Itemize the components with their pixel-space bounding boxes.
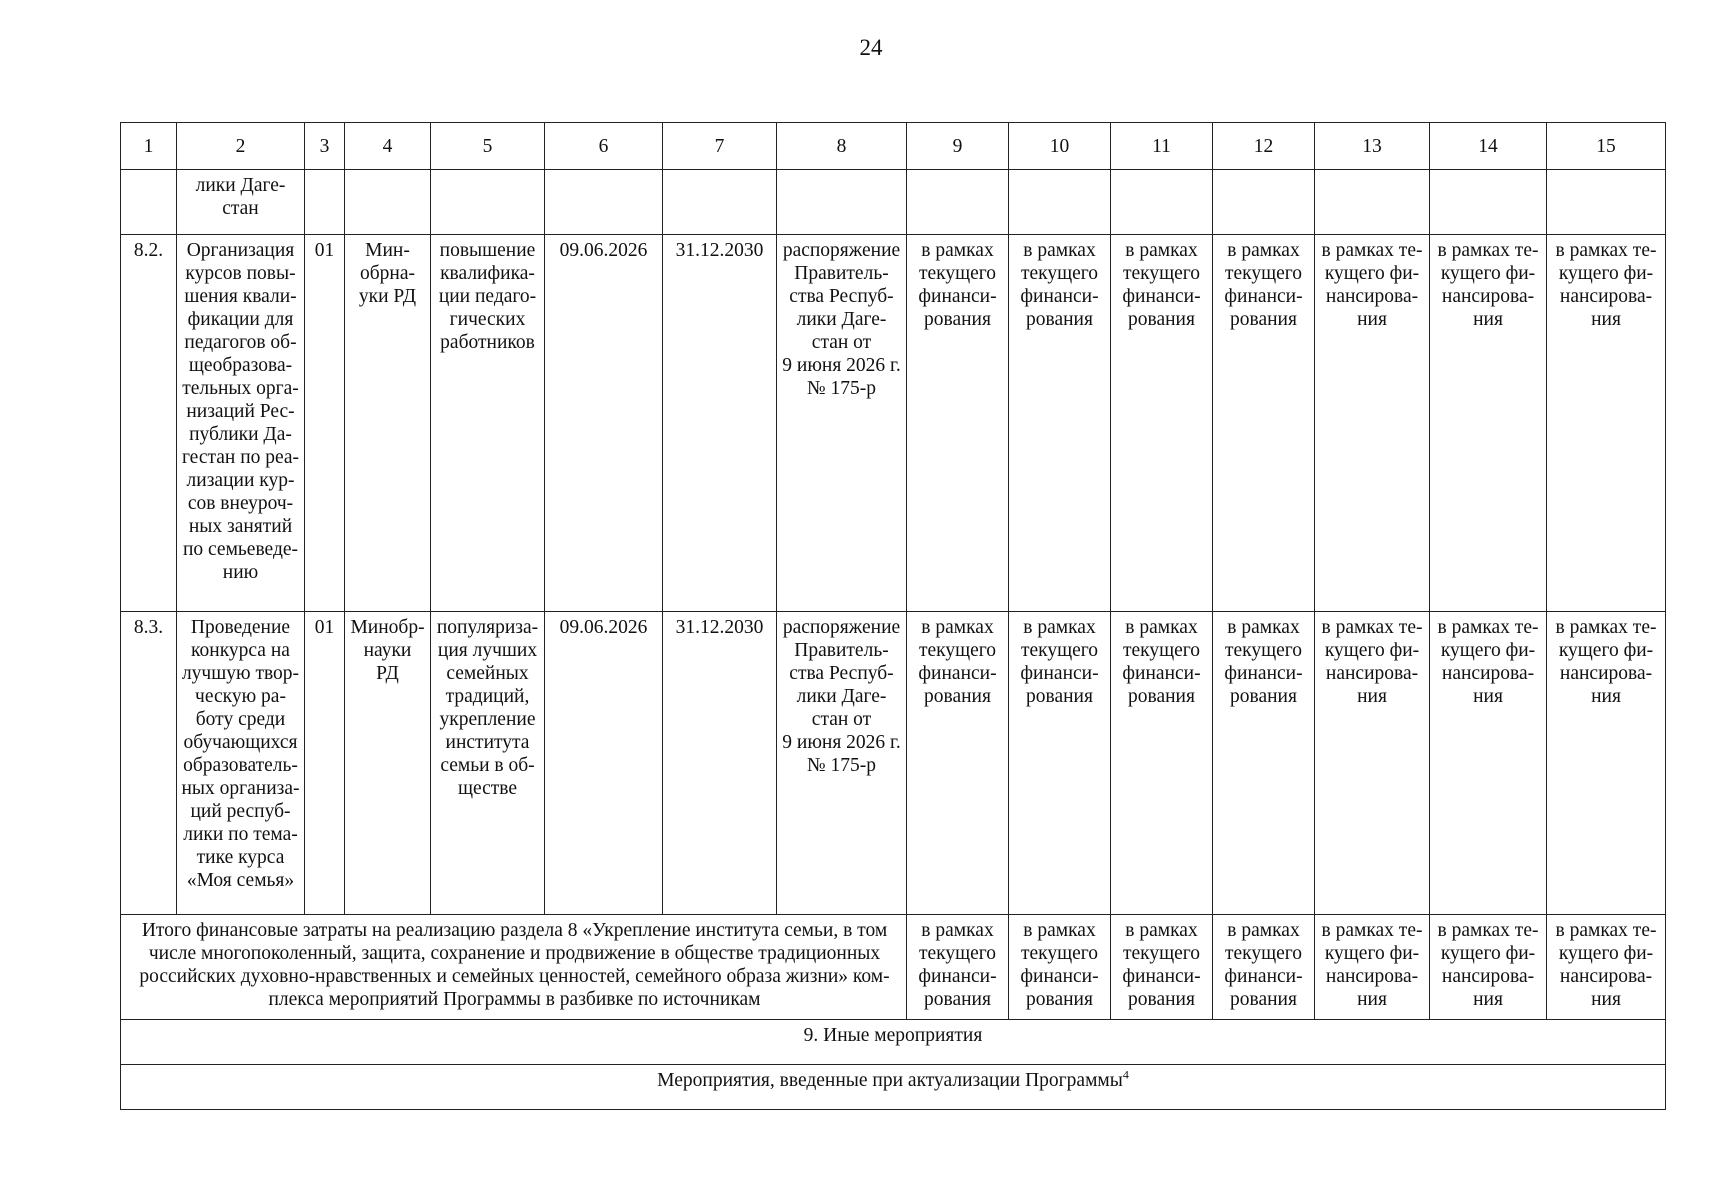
header-cell: 9 bbox=[907, 123, 1009, 170]
financing-cell: в рамках текущего финанси- рования bbox=[1213, 612, 1315, 915]
empty-cell bbox=[545, 170, 663, 235]
activity-code: 01 bbox=[305, 612, 345, 915]
empty-cell bbox=[431, 170, 545, 235]
empty-cell bbox=[777, 170, 907, 235]
header-cell: 11 bbox=[1111, 123, 1213, 170]
financing-cell: в рамках текущего финанси- рования bbox=[907, 915, 1009, 1020]
financing-cell: в рамках текущего финанси- рования bbox=[1111, 612, 1213, 915]
empty-cell bbox=[1111, 170, 1213, 235]
expected-result: повышение квалифика- ции педаго- гических работников bbox=[431, 235, 545, 612]
financing-cell: в рамках те- кущего фи- нансирова- ния bbox=[1430, 235, 1547, 612]
table-row-8-2 bbox=[121, 235, 1666, 612]
financing-cell: в рамках те- кущего фи- нансирова- ния bbox=[1547, 612, 1666, 915]
header-cell: 10 bbox=[1009, 123, 1111, 170]
financing-cell: в рамках текущего финанси- рования bbox=[1111, 915, 1213, 1020]
financing-cell: в рамках те- кущего фи- нансирова- ния bbox=[1315, 915, 1430, 1020]
financing-cell: в рамках те- кущего фи- нансирова- ния bbox=[1430, 612, 1547, 915]
header-cell: 5 bbox=[431, 123, 545, 170]
header-cell: 3 bbox=[305, 123, 345, 170]
empty-cell bbox=[907, 170, 1009, 235]
financing-cell: в рамках текущего финанси- рования bbox=[907, 235, 1009, 612]
header-cell: 1 bbox=[121, 123, 177, 170]
start-date: 09.06.2026 bbox=[545, 612, 663, 915]
activity-code: 01 bbox=[305, 235, 345, 612]
legal-basis: распоряжение Правитель- ства Респуб- лики Даге- стан от 9 июня 2026 г. № 175-р bbox=[777, 235, 907, 612]
financing-cell: в рамках те- кущего фи- нансирова- ния bbox=[1430, 915, 1547, 1020]
financing-cell: в рамках те- кущего фи- нансирова- ния bbox=[1315, 612, 1430, 915]
header-cell: 2 bbox=[177, 123, 305, 170]
section-updated-title: Мероприятия, введенные при актуализации Программы bbox=[657, 1070, 1123, 1091]
activity-name: Проведение конкурса на лучшую твор- ческую ра- боту среди обучающихся образователь- ных организа- ций респуб- лики по тема- тике курса «Моя семья» bbox=[177, 612, 305, 915]
table-row-8-3 bbox=[121, 612, 1666, 915]
financing-cell: в рамках текущего финанси- рования bbox=[1009, 235, 1111, 612]
empty-cell bbox=[1430, 170, 1547, 235]
total-label: Итого финансовые затраты на реализацию раздела 8 «Укрепление института семьи, в том числе многопоколенный, защита, сохранение и продвижение в обществе традиционных российских духовно-нравственных и семейных ценностей, семейного образа жизни» ком- плекса мероприятий Программы в разбивке по источникам bbox=[121, 915, 907, 1020]
empty-cell bbox=[305, 170, 345, 235]
empty-cell bbox=[345, 170, 431, 235]
total-row bbox=[121, 915, 1666, 1020]
start-date: 09.06.2026 bbox=[545, 235, 663, 612]
financing-cell: в рамках текущего финанси- рования bbox=[1111, 235, 1213, 612]
financing-cell: в рамках текущего финанси- рования bbox=[1009, 915, 1111, 1020]
header-cell: 7 bbox=[663, 123, 777, 170]
header-cell: 14 bbox=[1430, 123, 1547, 170]
activity-name: Организация курсов повы- шения квали- фикации для педагогов об- щеобразова- тельных орга- низаций Рес- публики Да- гестан по реа- лизации кур- сов внеуроч- ных занятий по семьеведе- нию bbox=[177, 235, 305, 612]
empty-cell bbox=[1315, 170, 1430, 235]
legal-basis: распоряжение Правитель- ства Респуб- лики Даге- стан от 9 июня 2026 г. № 175-р bbox=[777, 612, 907, 915]
row-number: 8.2. bbox=[121, 235, 177, 612]
end-date: 31.12.2030 bbox=[663, 612, 777, 915]
empty-cell bbox=[1547, 170, 1666, 235]
program-table bbox=[120, 122, 1666, 1110]
financing-cell: в рамках те- кущего фи- нансирова- ния bbox=[1547, 235, 1666, 612]
financing-cell: в рамках те- кущего фи- нансирова- ния bbox=[1547, 915, 1666, 1020]
financing-cell: в рамках текущего финанси- рования bbox=[1213, 915, 1315, 1020]
financing-cell: в рамках те- кущего фи- нансирова- ния bbox=[1315, 235, 1430, 612]
footnote-marker: 4 bbox=[1122, 1067, 1129, 1082]
executor: Минобр- науки РД bbox=[345, 612, 431, 915]
header-cell: 15 bbox=[1547, 123, 1666, 170]
empty-cell bbox=[663, 170, 777, 235]
page-number: 24 bbox=[859, 35, 883, 60]
header-cell: 13 bbox=[1315, 123, 1430, 170]
empty-cell bbox=[1213, 170, 1315, 235]
executor: Мин- обрна- уки РД bbox=[345, 235, 431, 612]
expected-result: популяриза- ция лучших семейных традиций, укрепление института семьи в об- ществе bbox=[431, 612, 545, 915]
empty-cell bbox=[121, 170, 177, 235]
financing-cell: в рамках текущего финанси- рования bbox=[1213, 235, 1315, 612]
header-cell: 8 bbox=[777, 123, 907, 170]
end-date: 31.12.2030 bbox=[663, 235, 777, 612]
financing-cell: в рамках текущего финанси- рования bbox=[907, 612, 1009, 915]
header-cell: 12 bbox=[1213, 123, 1315, 170]
header-cell: 6 bbox=[545, 123, 663, 170]
section-updated-row bbox=[121, 1065, 1666, 1110]
header-row bbox=[121, 123, 1666, 170]
section-9-row bbox=[121, 1020, 1666, 1065]
financing-cell: в рамках текущего финанси- рования bbox=[1009, 612, 1111, 915]
continuation-row bbox=[121, 170, 1666, 235]
continuation-name: лики Даге- стан bbox=[177, 170, 305, 235]
empty-cell bbox=[1009, 170, 1111, 235]
section-9-title: 9. Иные мероприятия bbox=[121, 1020, 1666, 1065]
row-number: 8.3. bbox=[121, 612, 177, 915]
header-cell: 4 bbox=[345, 123, 431, 170]
section-updated-cell bbox=[121, 1065, 1666, 1110]
